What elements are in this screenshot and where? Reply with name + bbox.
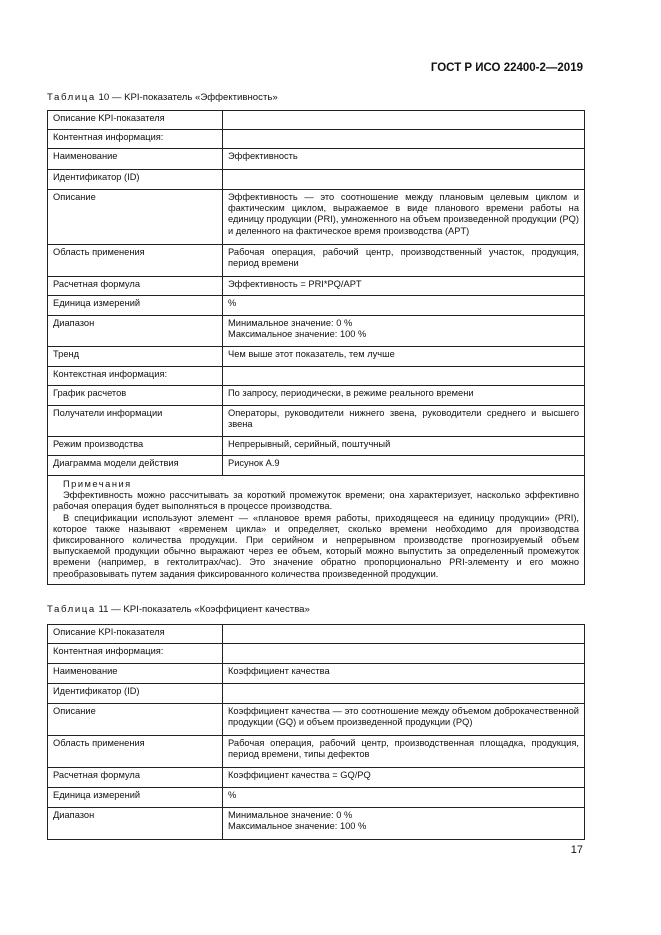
row-key: Описание	[48, 704, 223, 736]
caption-prefix: Таблица	[47, 92, 96, 103]
table-row	[48, 347, 585, 367]
table-row	[48, 664, 585, 684]
page-number: 17	[570, 844, 583, 856]
table-10-caption	[47, 92, 278, 103]
row-value	[223, 367, 585, 386]
row-value	[223, 644, 585, 664]
table-row	[48, 684, 585, 704]
row-value: Эффективность — это соотношение между плановым целевым циклом и фактическим циклом, выражаемое в виде планового времени работы на единицу продукции (PRI), умноженного на объем произведенной продукции (PQ) и деленного на фактическое время производства (APT)	[223, 190, 585, 245]
row-value	[223, 316, 585, 347]
table-row	[48, 644, 585, 664]
row-key: Диаграмма модели действия	[48, 456, 223, 476]
row-key: Контентная информация:	[48, 644, 223, 664]
table-row	[48, 808, 585, 840]
row-value: По запросу, периодически, в режиме реального времени	[223, 386, 585, 406]
row-value: Эффективность	[223, 149, 585, 170]
row-key: Единица измерений	[48, 788, 223, 808]
row-value	[223, 625, 585, 644]
row-value: Непрерывный, серийный, поштучный	[223, 437, 585, 456]
row-key: Режим производства	[48, 437, 223, 456]
row-key: Расчетная формула	[48, 277, 223, 296]
range-max: Максимальное значение: 100 %	[228, 329, 367, 340]
row-value: Рабочая операция, рабочий центр, производственный участок, продукция, период времени	[223, 245, 585, 277]
row-value: Коэффициент качества	[223, 664, 585, 684]
table-row	[48, 704, 585, 736]
row-key: Область применения	[48, 245, 223, 277]
row-value: Операторы, руководители нижнего звена, руководители среднего и высшего звена	[223, 406, 585, 437]
row-value: %	[223, 296, 585, 316]
notes-cell	[48, 476, 585, 585]
table-row	[48, 130, 585, 149]
table-row	[48, 190, 585, 245]
table-row	[48, 406, 585, 437]
table-10	[47, 110, 585, 585]
row-key: Описание	[48, 190, 223, 245]
notes-title: Примечания	[63, 479, 132, 489]
table-row	[48, 456, 585, 476]
notes-paragraph-2: В спецификации используют элемент — «плановое время работы, приходящееся на единицу продукции» (PRI), которое также называют «временем цикла» и определяет, сколько времени необходимо для производства фиксированного количества продукции. При серийном и непрерывном производстве прогнозируемый объем выпускаемой продукции обычно выражают через ее объем, который можно выпустить за определенный промежуток времени (например, в гектолитрах/час). Это значение обратно пропорционально PRI-элементу и его можно преобразовывать путем задания фиксированного количества произведенной продукции.	[53, 512, 579, 579]
row-key: Тренд	[48, 347, 223, 367]
row-key: Идентификатор (ID)	[48, 684, 223, 704]
table-row	[48, 296, 585, 316]
row-value	[223, 111, 585, 130]
table-row	[48, 437, 585, 456]
table-row	[48, 386, 585, 406]
row-key: Получатели информации	[48, 406, 223, 437]
row-value: %	[223, 788, 585, 808]
table-11-caption	[47, 604, 310, 615]
table-row	[48, 625, 585, 644]
row-value: Чем выше этот показатель, тем лучше	[223, 347, 585, 367]
row-key: Единица измерений	[48, 296, 223, 316]
row-value	[223, 808, 585, 840]
table-row	[48, 768, 585, 788]
row-key: Наименование	[48, 664, 223, 684]
table-row	[48, 149, 585, 170]
row-key: Диапазон	[48, 808, 223, 840]
row-value: Рабочая операция, рабочий центр, производственная площадка, продукция, период времени, типы дефектов	[223, 736, 585, 768]
row-key: Контентная информация:	[48, 130, 223, 149]
row-value: Эффективность = PRI*PQ/APT	[223, 277, 585, 296]
row-key: Описание KPI-показателя	[48, 625, 223, 644]
standard-code: ГОСТ Р ИСО 22400-2—2019	[430, 62, 583, 74]
row-key: Расчетная формула	[48, 768, 223, 788]
table-row	[48, 367, 585, 386]
notes-paragraph-1: Эффективность можно рассчитывать за короткий промежуток времени; она характеризует, насколько эффективно рабочая операция будет выполняться в процессе производства.	[53, 490, 579, 512]
row-key: Диапазон	[48, 316, 223, 347]
table-row	[48, 316, 585, 347]
row-value: Коэффициент качества — это соотношение между объемом доброкачественной продукции (GQ) и объем произведенной продукции (PQ)	[223, 704, 585, 736]
table-row	[48, 170, 585, 190]
row-key: Область применения	[48, 736, 223, 768]
range-max: Максимальное значение: 100 %	[228, 821, 367, 832]
row-key: Идентификатор (ID)	[48, 170, 223, 190]
caption-text: 10 — KPI-показатель «Эффективность»	[95, 92, 278, 103]
row-value: Коэффициент качества = GQ/PQ	[223, 768, 585, 788]
table-row	[48, 111, 585, 130]
table-row	[48, 245, 585, 277]
notes-row	[48, 476, 585, 585]
table-row	[48, 788, 585, 808]
row-key: Наименование	[48, 149, 223, 170]
row-key: График расчетов	[48, 386, 223, 406]
caption-text: 11 — KPI-показатель «Коэффициент качества»	[95, 604, 310, 615]
row-value	[223, 170, 585, 190]
row-key: Контекстная информация:	[48, 367, 223, 386]
row-value	[223, 130, 585, 149]
table-11	[47, 624, 585, 840]
range-min: Минимальное значение: 0 %	[228, 318, 353, 328]
caption-prefix: Таблица	[47, 604, 96, 615]
range-min: Минимальное значение: 0 %	[228, 810, 353, 820]
table-row	[48, 277, 585, 296]
row-key: Описание KPI-показателя	[48, 111, 223, 130]
row-value	[223, 684, 585, 704]
table-row	[48, 736, 585, 768]
row-value: Рисунок А.9	[223, 456, 585, 476]
